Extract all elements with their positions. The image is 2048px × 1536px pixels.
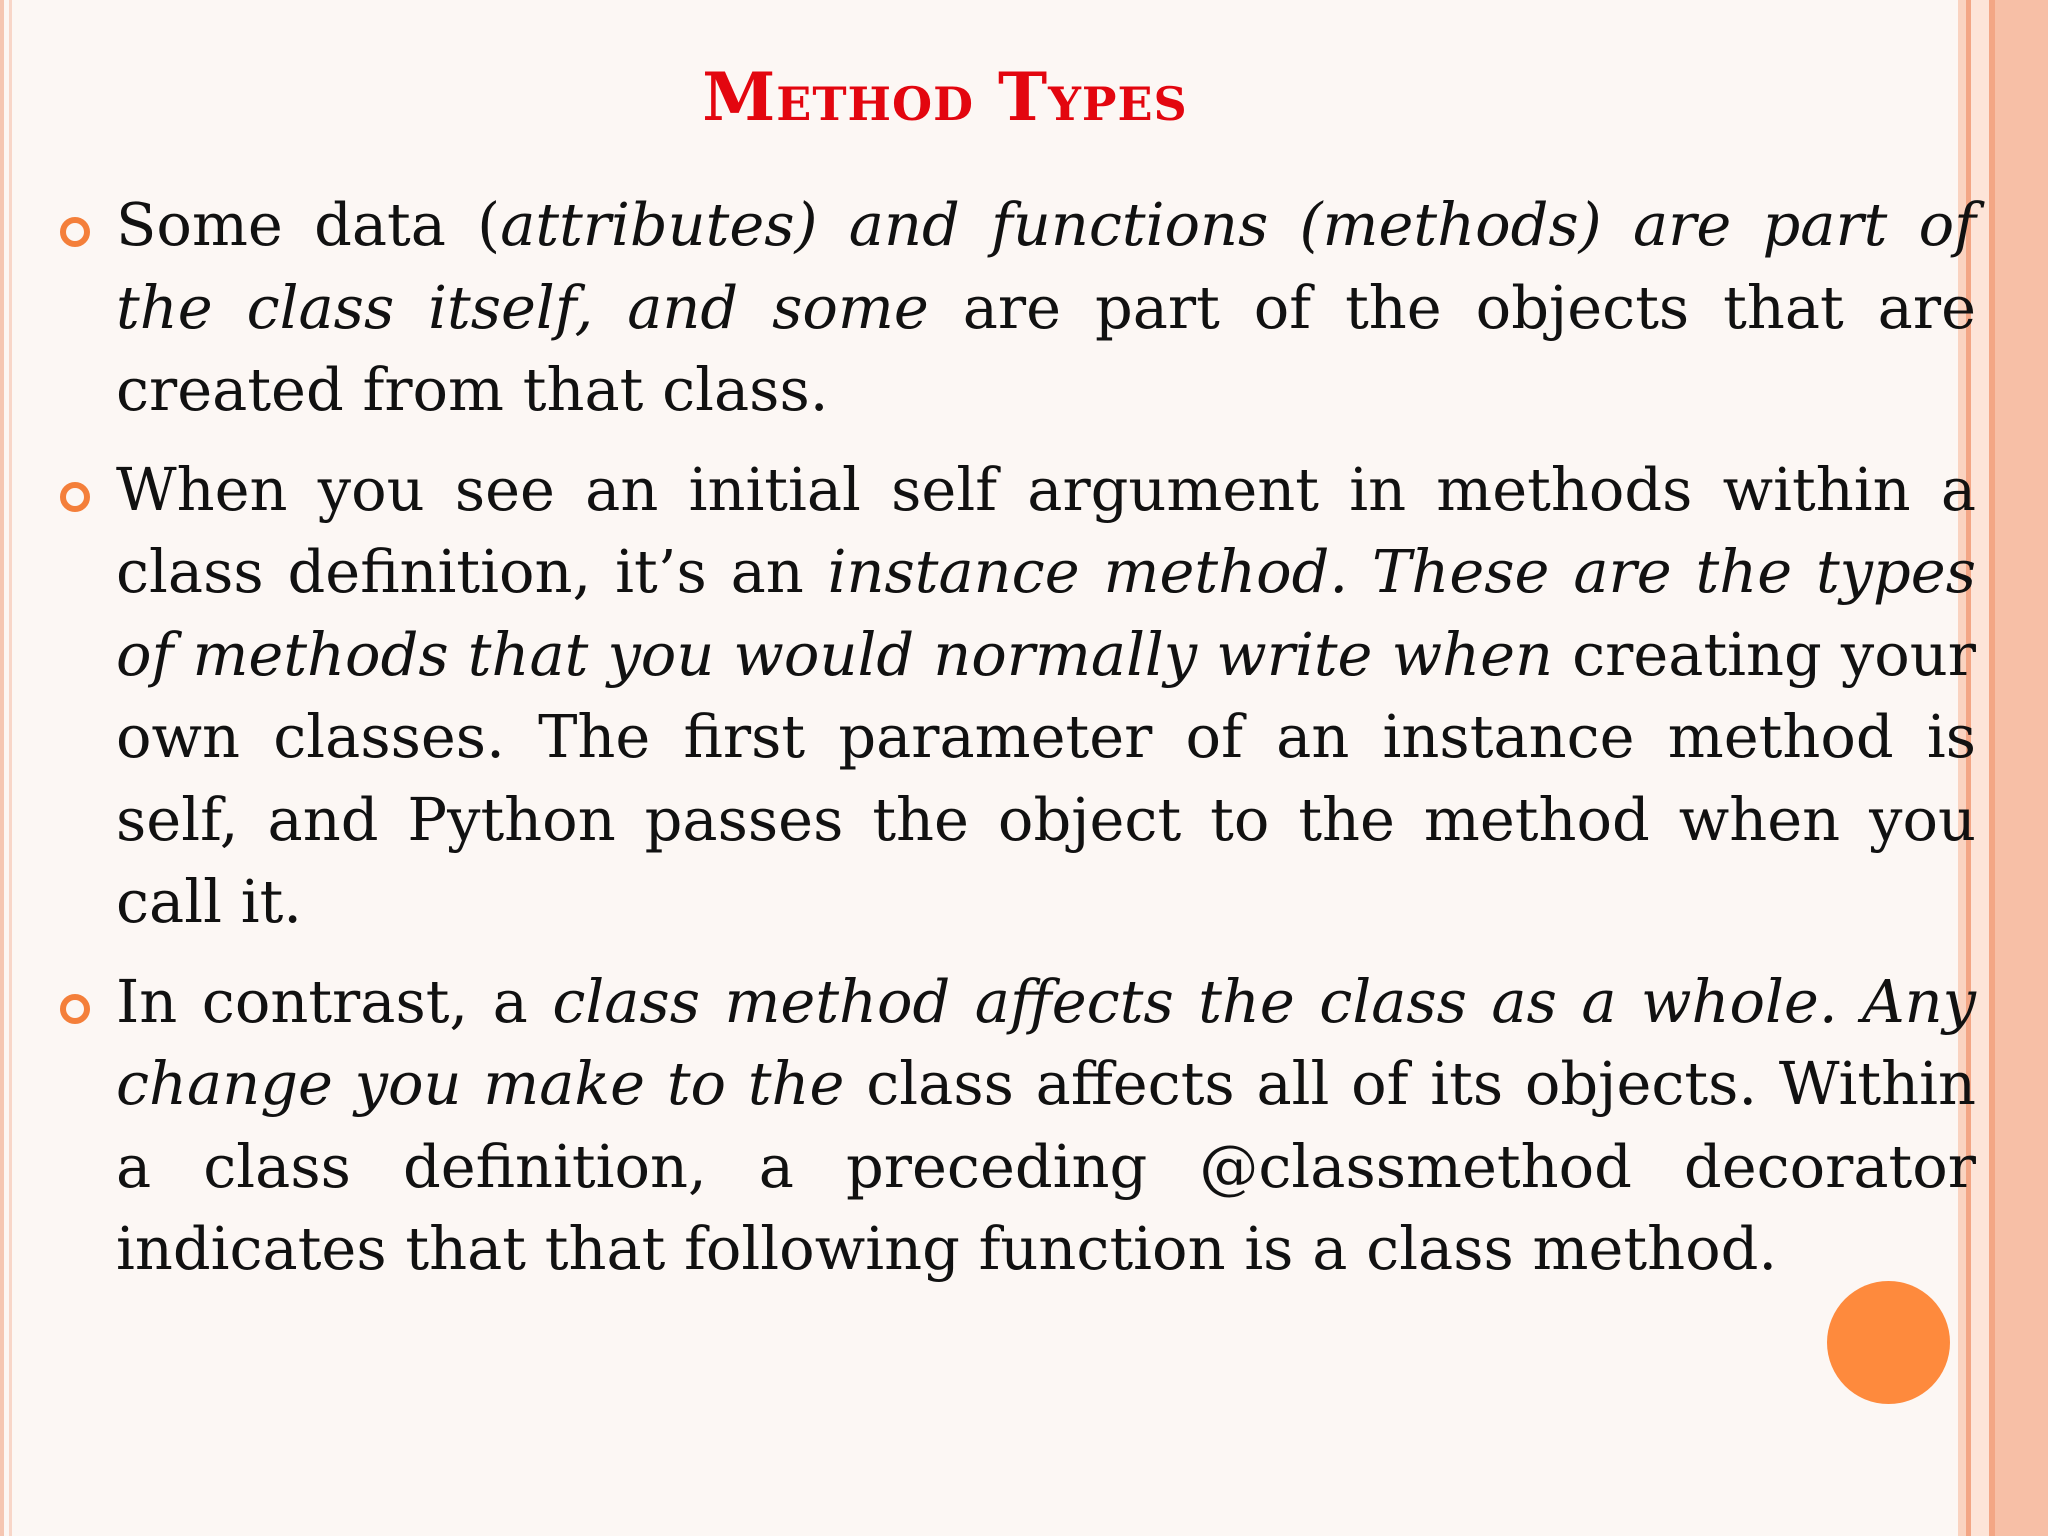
orange-circle-decoration xyxy=(1827,1281,1950,1404)
bullet-item xyxy=(116,184,1976,432)
bullet-item xyxy=(116,961,1976,1291)
bullet-text: class affects all of its objects. Within a class definition, a preceding @classmethod decorator indicates that that following function is a class method. xyxy=(116,1049,1976,1283)
bullet-list xyxy=(116,184,1976,1308)
bullet-text-italic: class method affects the class as a whole. Any change you make to the xyxy=(116,966,1977,1118)
bullet-text: creating your own classes. The first parameter of an instance method is self, and Python passes the object to the method when you call it. xyxy=(116,619,1976,936)
bullet-item xyxy=(116,449,1976,944)
hollow-circle-bullet-icon xyxy=(60,994,90,1024)
hollow-circle-bullet-icon xyxy=(60,482,90,512)
bullet-text-italic: instance method. These are the types of methods that you would normally write when xyxy=(116,537,1976,689)
bullet-text: Some data ( xyxy=(116,190,501,259)
left-border-stripe xyxy=(9,0,12,1536)
right-border-stripe xyxy=(1995,0,2048,1536)
bullet-text: In contrast, a xyxy=(116,966,553,1036)
hollow-circle-bullet-icon xyxy=(60,217,90,247)
bullet-text: When you see an initial self argument in methods within a class definition, it’s an xyxy=(116,454,1976,606)
bullet-text-italic: attributes) and functions (methods) are part of the class itself, and some xyxy=(116,190,1976,342)
bullet-text: are part of the objects that are created from that class. xyxy=(116,272,1976,424)
slide-title: Method Types xyxy=(702,58,1188,136)
left-border-stripe xyxy=(0,0,4,1536)
